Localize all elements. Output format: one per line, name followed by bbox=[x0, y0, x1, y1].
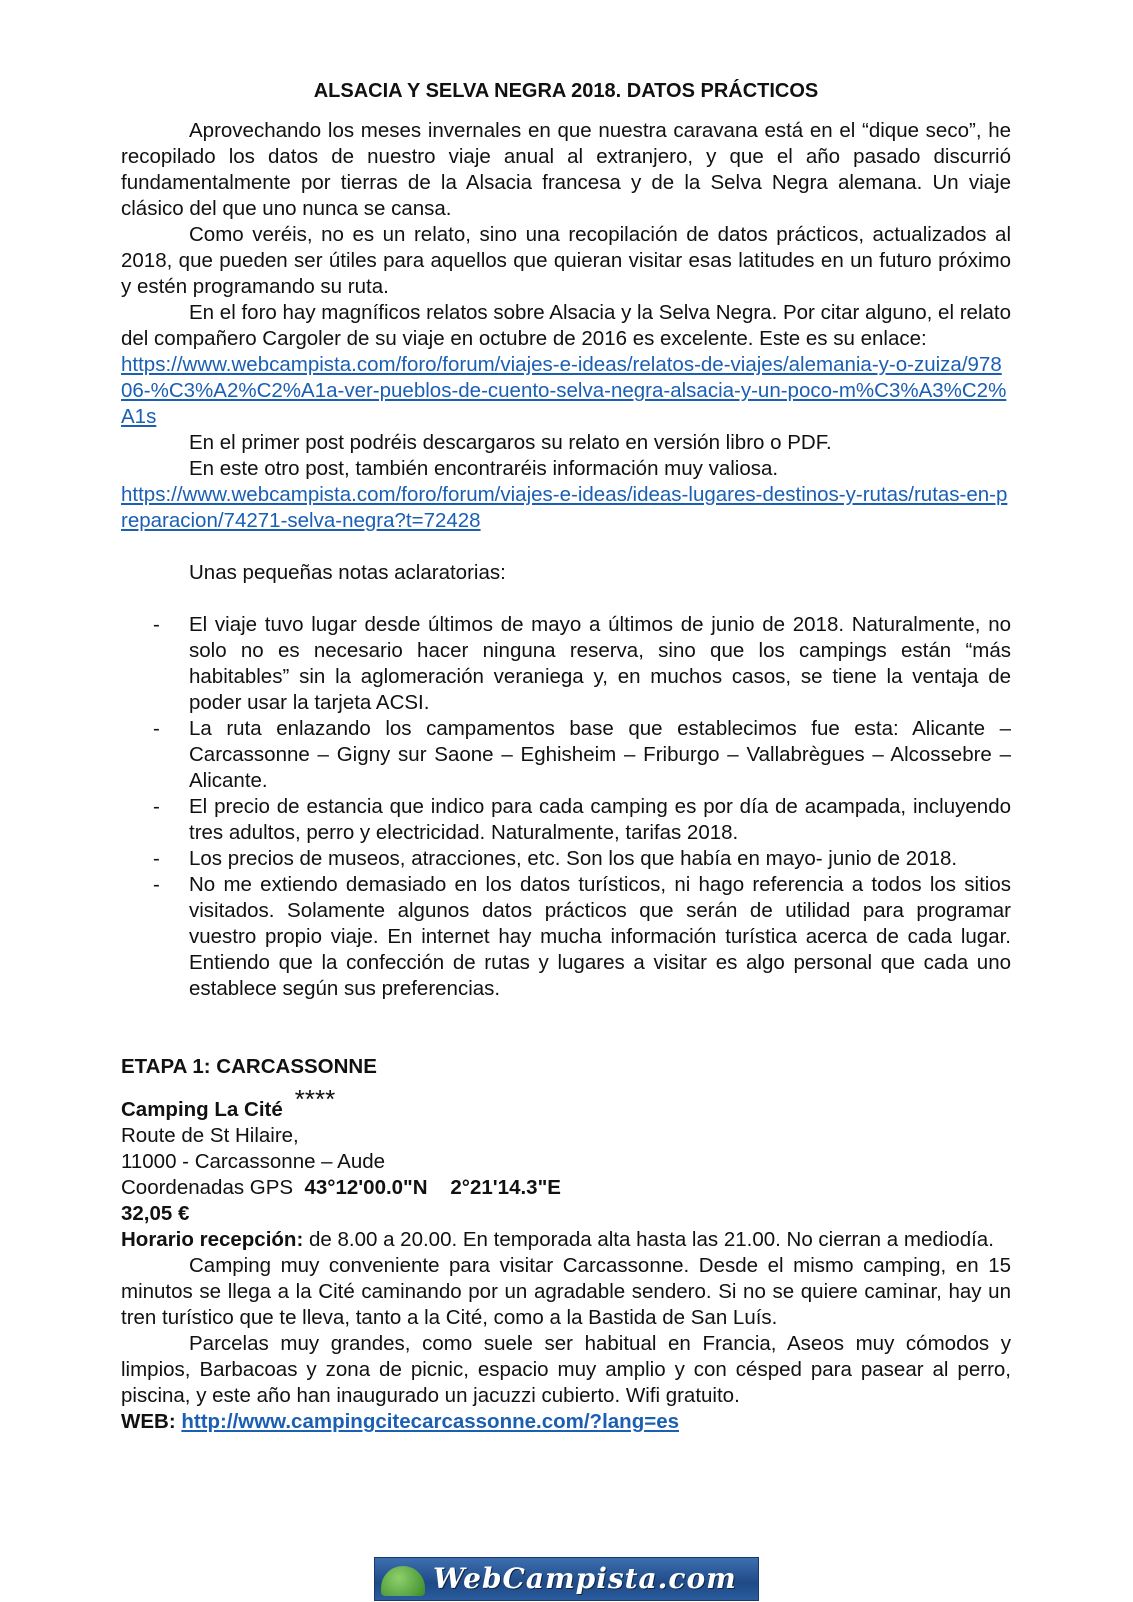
list-dash: - bbox=[153, 717, 160, 740]
document-title: ALSACIA Y SELVA NEGRA 2018. DATOS PRÁCTICOS bbox=[313, 80, 819, 102]
list-item bbox=[121, 872, 1011, 1002]
star-rating: **** bbox=[294, 1084, 336, 1114]
list-dash: - bbox=[153, 795, 160, 818]
note-text: Los precios de museos, atracciones, etc. Son los que había en mayo- junio de 2018. bbox=[189, 847, 958, 870]
note-text: El precio de estancia que indico para cada camping es por día de acampada, incluyendo tres adultos, perro y electricidad. Naturalmente, tarifas 2018. bbox=[189, 795, 1011, 844]
hours-line bbox=[121, 1227, 1011, 1253]
gps-longitude: 2°21'14.3"E bbox=[450, 1176, 561, 1199]
list-dash: - bbox=[153, 613, 160, 636]
camping-website-link[interactable]: http://www.campingcitecarcassonne.com/?lang=es bbox=[181, 1410, 679, 1433]
list-item bbox=[121, 612, 1011, 716]
spacer bbox=[121, 586, 1011, 612]
camping-name-line bbox=[121, 1086, 1011, 1123]
logo-text: WebCampista.com bbox=[433, 1562, 737, 1595]
selva-negra-post-link[interactable]: https://www.webcampista.com/foro/forum/viajes-e-ideas/ideas-lugares-destinos-y-rutas/rutas-en-preparacion/74271-selva-negra?t=72428 bbox=[121, 483, 1008, 532]
notes-intro: Unas pequeñas notas aclaratorias: bbox=[189, 561, 506, 584]
list-item bbox=[121, 716, 1011, 794]
list-item bbox=[121, 794, 1011, 846]
hours-label: Horario recepción: bbox=[121, 1228, 304, 1251]
list-item bbox=[121, 846, 1011, 872]
note-text: El viaje tuvo lugar desde últimos de mayo a últimos de junio de 2018. Naturalmente, no solo no es necesario hacer ninguna reserva, sino que los campings están “más habitables” sin la aglomeración veraniega y, en muchos casos, se tiene la ventaja de poder usar la tarjeta ACSI. bbox=[189, 613, 1011, 714]
note-text: No me extiendo demasiado en los datos turísticos, ni hago referencia a todos los sitios visitados. Solamente algunos datos prácticos que serán de utilidad para programar vuestro propio viaje. En internet hay mucha información turística acerca de cada lugar. Entiendo que la confección de rutas y lugares a visitar es algo personal que cada uno establece según sus preferencias. bbox=[189, 873, 1011, 1000]
web-label: WEB: bbox=[121, 1410, 176, 1433]
gps-line bbox=[121, 1175, 1011, 1201]
intro-paragraph-2: Como veréis, no es un relato, sino una recopilación de datos prácticos, actualizados al 2018, que pueden ser útiles para aquellos que quieran visitar esas latitudes en un futuro próximo y estén programando su ruta. bbox=[121, 223, 1011, 298]
stage-title: ETAPA 1: CARCASSONNE bbox=[121, 1055, 377, 1078]
list-dash: - bbox=[153, 847, 160, 870]
intro-paragraph-3: En el foro hay magníficos relatos sobre Alsacia y la Selva Negra. Por citar alguno, el relato del compañero Cargoler de su viaje en octubre de 2016 es excelente. Este es su enlace: bbox=[121, 301, 1011, 350]
gps-latitude: 43°12'00.0"N bbox=[304, 1176, 428, 1199]
hours-text: de 8.00 a 20.00. En temporada alta hasta las 21.00. No cierran a mediodía. bbox=[308, 1228, 994, 1251]
intro-paragraph-1: Aprovechando los meses invernales en que nuestra caravana está en el “dique seco”, he recopilado los datos de nuestro viaje anual al extranjero, y que el año pasado discurrió fundamentalmente por tierras de la Alsacia francesa y de la Selva Negra alemana. Un viaje clásico del que uno nunca se cansa. bbox=[121, 119, 1011, 220]
camping-description-2: Parcelas muy grandes, como suele ser habitual en Francia, Aseos muy cómodos y limpios, Barbacoas y zona de picnic, espacio muy amplio y con césped para pasear al perro, piscina, y este año han inaugurado un jacuzzi cubierto. Wifi gratuito. bbox=[121, 1332, 1011, 1407]
address-line-1: Route de St Hilaire, bbox=[121, 1124, 299, 1147]
address-line-2: 11000 - Carcassonne – Aude bbox=[121, 1150, 386, 1173]
link1-paragraph bbox=[121, 352, 1011, 430]
spacer bbox=[121, 534, 1011, 560]
cargoler-story-link[interactable]: https://www.webcampista.com/foro/forum/viajes-e-ideas/relatos-de-viajes/alemania-y-o-zuiza/97806-%C3%A2%C2%A1a-ver-pueblos-de-cuento-selva-negra-alsacia-y-un-poco-m%C3%A3%C2%A1s bbox=[121, 353, 1007, 428]
after-link-paragraph-1: En el primer post podréis descargaros su relato en versión libro o PDF. bbox=[189, 431, 832, 454]
note-text: La ruta enlazando los campamentos base que establecimos fue esta: Alicante – Carcassonne – Gigny sur Saone – Eghisheim – Friburgo – Vallabrègues – Alcossebre – Alicante. bbox=[189, 717, 1011, 792]
webcampista-logo-icon bbox=[374, 1557, 759, 1601]
camping-name: Camping La Cité bbox=[121, 1098, 283, 1121]
price: 32,05 € bbox=[121, 1202, 190, 1225]
web-line bbox=[121, 1409, 1011, 1435]
gps-label: Coordenadas GPS bbox=[121, 1176, 294, 1199]
spacer bbox=[121, 1002, 1011, 1028]
camping-description-1: Camping muy conveniente para visitar Carcassonne. Desde el mismo camping, en 15 minutos se llega a la Cité caminando por un agradable sendero. Si no se quiere caminar, hay un tren turístico que te lleva, tanto a la Cité, como a la Bastida de San Luís. bbox=[121, 1254, 1011, 1329]
after-link-paragraph-2: En este otro post, también encontraréis información muy valiosa. bbox=[189, 457, 779, 480]
notes-list bbox=[121, 612, 1011, 1002]
document-page bbox=[121, 78, 1011, 1435]
list-dash: - bbox=[153, 873, 160, 896]
logo-hill-icon bbox=[381, 1566, 425, 1596]
link2-paragraph bbox=[121, 482, 1011, 534]
